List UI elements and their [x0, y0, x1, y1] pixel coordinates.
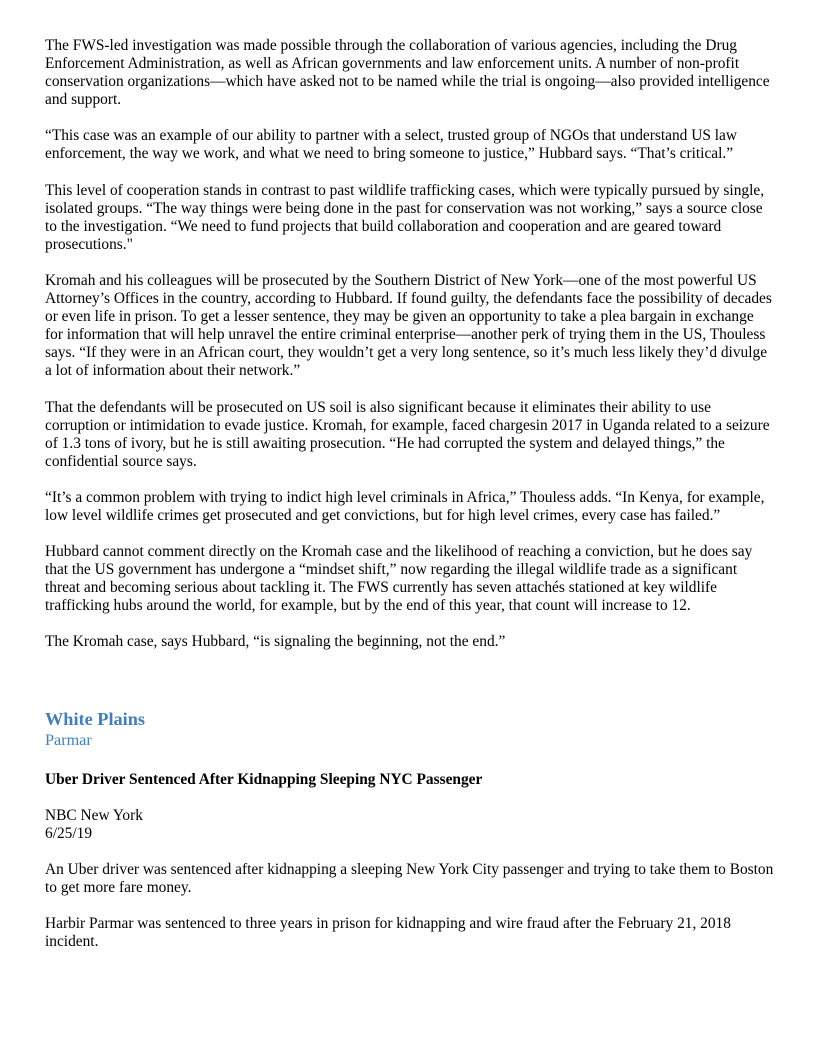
- document-page: [45, 37, 774, 969]
- paragraph: The FWS-led investigation was made possible through the collaboration of various agencies, including the Drug Enforcement Administration, as well as African governments and law enforcement units. A number of non-profit conservation organizations—which have asked not to be named while the trial is ongoing—also provided intelligence and support.: [45, 37, 770, 109]
- paragraph: “It’s a common problem with trying to indict high level criminals in Africa,” Thouless adds. “In Kenya, for example, low level wildlife crimes get prosecuted and get convictions, but for high level crimes, every case has failed.”: [45, 488, 765, 524]
- paragraph: Harbir Parmar was sentenced to three years in prison for kidnapping and wire fraud after the February 21, 2018 incident.: [45, 915, 731, 951]
- section-header: [45, 708, 774, 751]
- paragraph: Hubbard cannot comment directly on the Kromah case and the likelihood of reaching a conviction, but he does say that the US government has undergone a “mindset shift,” now regarding the illegal wildlife trade as a significant threat and becoming serious about tackling it. The FWS currently has seven attachés stationed at key wildlife trafficking hubs around the world, for example, but by the end of this year, that count will increase to 12.: [45, 543, 753, 615]
- section-subtitle: Parmar: [45, 730, 92, 749]
- paragraph: Kromah and his colleagues will be prosecuted by the Southern District of New York—one of the most powerful US Attorney’s Offices in the country, according to Hubbard. If found guilty, the defendants face the possibility of decades or even life in prison. To get a lesser sentence, they may be given an opportunity to take a plea bargain in exchange for information that will help unravel the entire criminal enterprise—another perk of trying them in the US, Thouless says. “If they were in an African court, they wouldn’t get a very long sentence, so it’s much less likely they’d divulge a lot of information about their network.”: [45, 271, 772, 380]
- paragraph: “This case was an example of our ability to partner with a select, trusted group of NGOs that understand US law enforcement, the way we work, and what we need to bring someone to justice,” Hubbard says. “That’s critical.”: [45, 127, 737, 163]
- paragraph: This level of cooperation stands in contrast to past wildlife trafficking cases, which were typically pursued by single, isolated groups. “The way things were being done in the past for conservation was not working,” says a source close to the investigation. “We need to fund projects that build collaboration and cooperation and are geared toward prosecutions.": [45, 181, 765, 253]
- section-title: White Plains: [45, 708, 146, 729]
- paragraph: An Uber driver was sentenced after kidnapping a sleeping New York City passenger and trying to take them to Boston to get more fare money.: [45, 860, 774, 896]
- article-uber-driver: [45, 771, 774, 952]
- article-body-previous: [45, 37, 774, 652]
- article-date: 6/25/19: [45, 824, 93, 842]
- article-source: NBC New York: [45, 806, 143, 824]
- article-source-block: [45, 807, 774, 843]
- paragraph: The Kromah case, says Hubbard, “is signaling the beginning, not the end.”: [45, 633, 506, 651]
- paragraph: That the defendants will be prosecuted on US soil is also significant because it eliminates their ability to use corruption or intimidation to evade justice. Kromah, for example, faced chargesin 2017 in Uganda related to a seizure of 1.3 tons of ivory, but he is still awaiting prosecution. “He had corrupted the system and delayed things,” the confidential source says.: [45, 398, 770, 470]
- article-headline: Uber Driver Sentenced After Kidnapping Sleeping NYC Passenger: [45, 770, 483, 788]
- section-spacer: [45, 670, 774, 708]
